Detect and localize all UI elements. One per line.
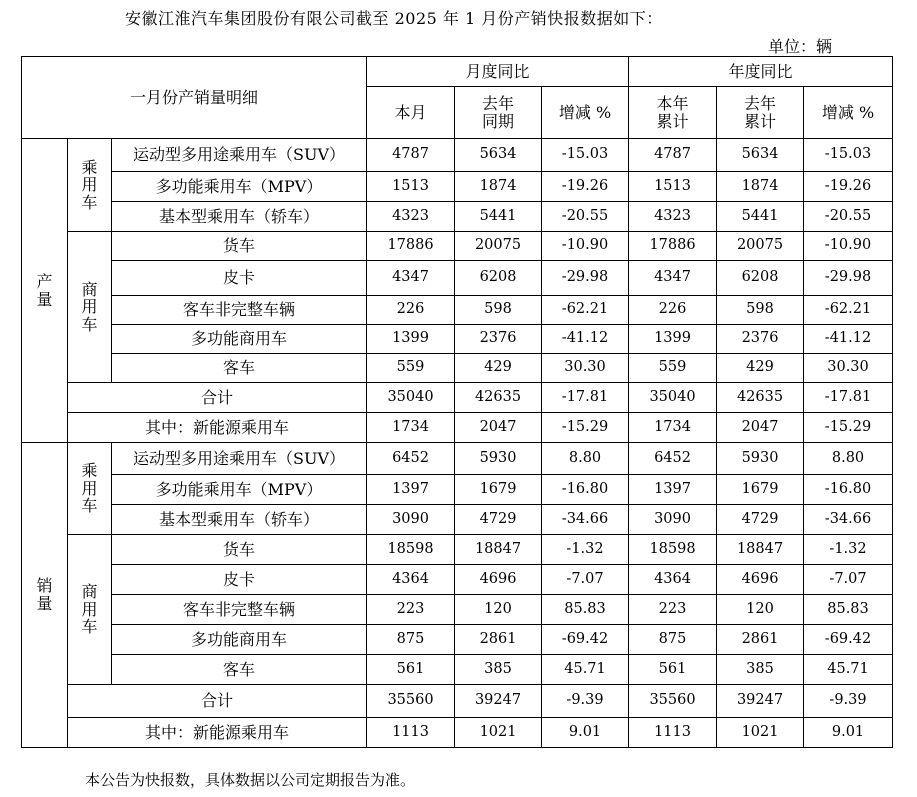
value-ly: 42635 — [455, 383, 542, 413]
value-ytd: 35040 — [629, 383, 717, 413]
value-lytd: 1021 — [717, 718, 804, 748]
value-ly: 1874 — [455, 172, 542, 202]
value-ychg: -17.81 — [804, 383, 893, 413]
value-ychg: -29.98 — [804, 261, 893, 296]
sales-row — [22, 625, 893, 655]
sales-row — [22, 718, 893, 748]
value-m: 1734 — [367, 413, 455, 443]
value-chg: 30.30 — [542, 354, 629, 383]
value-ly: 6208 — [455, 261, 542, 296]
value-ytd: 226 — [629, 296, 717, 325]
value-ychg: 8.80 — [804, 443, 893, 475]
value-ychg: -20.55 — [804, 202, 893, 232]
value-m: 18598 — [367, 535, 455, 565]
value-chg: -7.07 — [542, 565, 629, 595]
value-lytd: 42635 — [717, 383, 804, 413]
production-row — [22, 413, 893, 443]
value-m: 223 — [367, 595, 455, 625]
value-ytd: 1113 — [629, 718, 717, 748]
value-ly: 2861 — [455, 625, 542, 655]
value-ytd: 3090 — [629, 505, 717, 535]
sales-row — [22, 535, 893, 565]
sales-row — [22, 595, 893, 625]
value-chg: -69.42 — [542, 625, 629, 655]
value-ly: 2047 — [455, 413, 542, 443]
value-ychg: -1.32 — [804, 535, 893, 565]
value-ytd: 17886 — [629, 232, 717, 261]
production-commercial-group: 商 用 车 — [68, 232, 112, 383]
value-ychg: -19.26 — [804, 172, 893, 202]
value-ychg: -16.80 — [804, 475, 893, 505]
value-ychg: 85.83 — [804, 595, 893, 625]
value-chg: -1.32 — [542, 535, 629, 565]
value-ychg: -15.03 — [804, 139, 893, 172]
value-lytd: 18847 — [717, 535, 804, 565]
value-ly: 39247 — [455, 685, 542, 718]
row-name: 客车非完整车辆 — [112, 595, 367, 625]
value-ytd: 1734 — [629, 413, 717, 443]
row-name: 运动型多用途乘用车（SUV） — [112, 443, 367, 475]
value-ytd: 1397 — [629, 475, 717, 505]
header-yearly-group: 年度同比 — [629, 57, 893, 87]
value-lytd: 385 — [717, 655, 804, 685]
value-ly: 4729 — [455, 505, 542, 535]
sales-section-label: 销 量 — [22, 443, 68, 748]
value-lytd: 120 — [717, 595, 804, 625]
production-row — [22, 354, 893, 383]
header-last-year-same-period: 去年 同期 — [455, 87, 542, 139]
header-detail: 一月份产销量明细 — [22, 57, 367, 139]
value-ychg: 45.71 — [804, 655, 893, 685]
value-ychg: -69.42 — [804, 625, 893, 655]
value-lytd: 1874 — [717, 172, 804, 202]
value-ly: 4696 — [455, 565, 542, 595]
row-name: 多功能乘用车（MPV） — [112, 475, 367, 505]
value-m: 4323 — [367, 202, 455, 232]
value-ychg: -15.29 — [804, 413, 893, 443]
row-name: 多功能商用车 — [112, 625, 367, 655]
value-ly: 385 — [455, 655, 542, 685]
value-chg: -19.26 — [542, 172, 629, 202]
row-name: 客车 — [112, 354, 367, 383]
header-last-ytd: 去年 累计 — [717, 87, 804, 139]
value-chg: 8.80 — [542, 443, 629, 475]
value-m: 17886 — [367, 232, 455, 261]
value-m: 559 — [367, 354, 455, 383]
row-name: 客车 — [112, 655, 367, 685]
row-name: 客车非完整车辆 — [112, 296, 367, 325]
value-ychg: -34.66 — [804, 505, 893, 535]
row-name: 基本型乘用车（轿车） — [112, 505, 367, 535]
row-name: 货车 — [112, 535, 367, 565]
value-lytd: 1679 — [717, 475, 804, 505]
value-chg: -29.98 — [542, 261, 629, 296]
value-m: 561 — [367, 655, 455, 685]
value-chg: 9.01 — [542, 718, 629, 748]
production-row — [22, 139, 893, 172]
value-lytd: 429 — [717, 354, 804, 383]
value-ychg: -62.21 — [804, 296, 893, 325]
value-m: 4347 — [367, 261, 455, 296]
value-m: 6452 — [367, 443, 455, 475]
row-name: 多功能商用车 — [112, 325, 367, 354]
value-chg: -16.80 — [542, 475, 629, 505]
value-ytd: 875 — [629, 625, 717, 655]
value-ly: 18847 — [455, 535, 542, 565]
header-change-pct: 增减 % — [542, 87, 629, 139]
sales-row — [22, 443, 893, 475]
value-ly: 5441 — [455, 202, 542, 232]
value-ytd: 4787 — [629, 139, 717, 172]
production-passenger-group: 乘 用 车 — [68, 139, 112, 232]
header-current-month: 本月 — [367, 87, 455, 139]
production-row — [22, 172, 893, 202]
sales-row — [22, 655, 893, 685]
value-chg: -62.21 — [542, 296, 629, 325]
value-ychg: 9.01 — [804, 718, 893, 748]
row-name: 其中：新能源乘用车 — [68, 413, 367, 443]
value-lytd: 20075 — [717, 232, 804, 261]
value-m: 1399 — [367, 325, 455, 354]
value-chg: -10.90 — [542, 232, 629, 261]
row-name: 运动型多用途乘用车（SUV） — [112, 139, 367, 172]
value-lytd: 4696 — [717, 565, 804, 595]
value-ytd: 1513 — [629, 172, 717, 202]
production-row — [22, 261, 893, 296]
value-ly: 20075 — [455, 232, 542, 261]
value-ychg: -9.39 — [804, 685, 893, 718]
value-lytd: 598 — [717, 296, 804, 325]
value-ytd: 18598 — [629, 535, 717, 565]
value-m: 226 — [367, 296, 455, 325]
sales-row — [22, 475, 893, 505]
production-row — [22, 383, 893, 413]
value-m: 35560 — [367, 685, 455, 718]
row-name: 基本型乘用车（轿车） — [112, 202, 367, 232]
value-ychg: 30.30 — [804, 354, 893, 383]
value-ytd: 559 — [629, 354, 717, 383]
value-m: 4364 — [367, 565, 455, 595]
value-m: 1113 — [367, 718, 455, 748]
production-row — [22, 232, 893, 261]
value-ly: 1679 — [455, 475, 542, 505]
header-monthly-group: 月度同比 — [367, 57, 629, 87]
value-ytd: 4347 — [629, 261, 717, 296]
value-ytd: 35560 — [629, 685, 717, 718]
value-lytd: 5441 — [717, 202, 804, 232]
production-section-label: 产 量 — [22, 139, 68, 443]
production-sales-table — [21, 56, 893, 748]
sales-row — [22, 685, 893, 718]
value-lytd: 5930 — [717, 443, 804, 475]
sales-passenger-group: 乘 用 车 — [68, 443, 112, 535]
value-ly: 1021 — [455, 718, 542, 748]
header-row-1 — [22, 57, 893, 87]
value-ly: 429 — [455, 354, 542, 383]
row-name: 货车 — [112, 232, 367, 261]
value-chg: -41.12 — [542, 325, 629, 354]
production-row — [22, 202, 893, 232]
value-ly: 2376 — [455, 325, 542, 354]
value-m: 1513 — [367, 172, 455, 202]
header-ytd: 本年 累计 — [629, 87, 717, 139]
value-lytd: 2861 — [717, 625, 804, 655]
row-name: 皮卡 — [112, 261, 367, 296]
value-ychg: -7.07 — [804, 565, 893, 595]
value-ychg: -41.12 — [804, 325, 893, 354]
value-lytd: 2376 — [717, 325, 804, 354]
value-ytd: 4323 — [629, 202, 717, 232]
production-row — [22, 325, 893, 354]
value-m: 875 — [367, 625, 455, 655]
row-name: 合计 — [68, 685, 367, 718]
value-ytd: 6452 — [629, 443, 717, 475]
value-chg: -34.66 — [542, 505, 629, 535]
value-chg: -15.29 — [542, 413, 629, 443]
value-ychg: -10.90 — [804, 232, 893, 261]
value-chg: 85.83 — [542, 595, 629, 625]
sales-commercial-group: 商 用 车 — [68, 535, 112, 685]
value-ytd: 223 — [629, 595, 717, 625]
value-ly: 120 — [455, 595, 542, 625]
row-name: 合计 — [68, 383, 367, 413]
value-ytd: 4364 — [629, 565, 717, 595]
value-chg: -20.55 — [542, 202, 629, 232]
value-chg: -15.03 — [542, 139, 629, 172]
row-name: 多功能乘用车（MPV） — [112, 172, 367, 202]
value-lytd: 39247 — [717, 685, 804, 718]
value-ly: 5634 — [455, 139, 542, 172]
row-name: 其中：新能源乘用车 — [68, 718, 367, 748]
value-lytd: 2047 — [717, 413, 804, 443]
sales-row — [22, 565, 893, 595]
value-m: 35040 — [367, 383, 455, 413]
sales-row — [22, 505, 893, 535]
value-chg: 45.71 — [542, 655, 629, 685]
value-lytd: 6208 — [717, 261, 804, 296]
value-ly: 5930 — [455, 443, 542, 475]
value-chg: -9.39 — [542, 685, 629, 718]
row-name: 皮卡 — [112, 565, 367, 595]
report-heading: 安徽江淮汽车集团股份有限公司截至 2025 年 1 月份产销快报数据如下： — [125, 9, 663, 28]
footnote: 本公告为快报数，具体数据以公司定期报告为准。 — [85, 771, 416, 789]
value-m: 4787 — [367, 139, 455, 172]
value-lytd: 5634 — [717, 139, 804, 172]
production-row — [22, 296, 893, 325]
value-m: 3090 — [367, 505, 455, 535]
unit-label: 单位：辆 — [768, 37, 833, 56]
value-ytd: 561 — [629, 655, 717, 685]
header-change-pct-yearly: 增减 % — [804, 87, 893, 139]
value-m: 1397 — [367, 475, 455, 505]
value-chg: -17.81 — [542, 383, 629, 413]
value-ytd: 1399 — [629, 325, 717, 354]
value-lytd: 4729 — [717, 505, 804, 535]
value-ly: 598 — [455, 296, 542, 325]
